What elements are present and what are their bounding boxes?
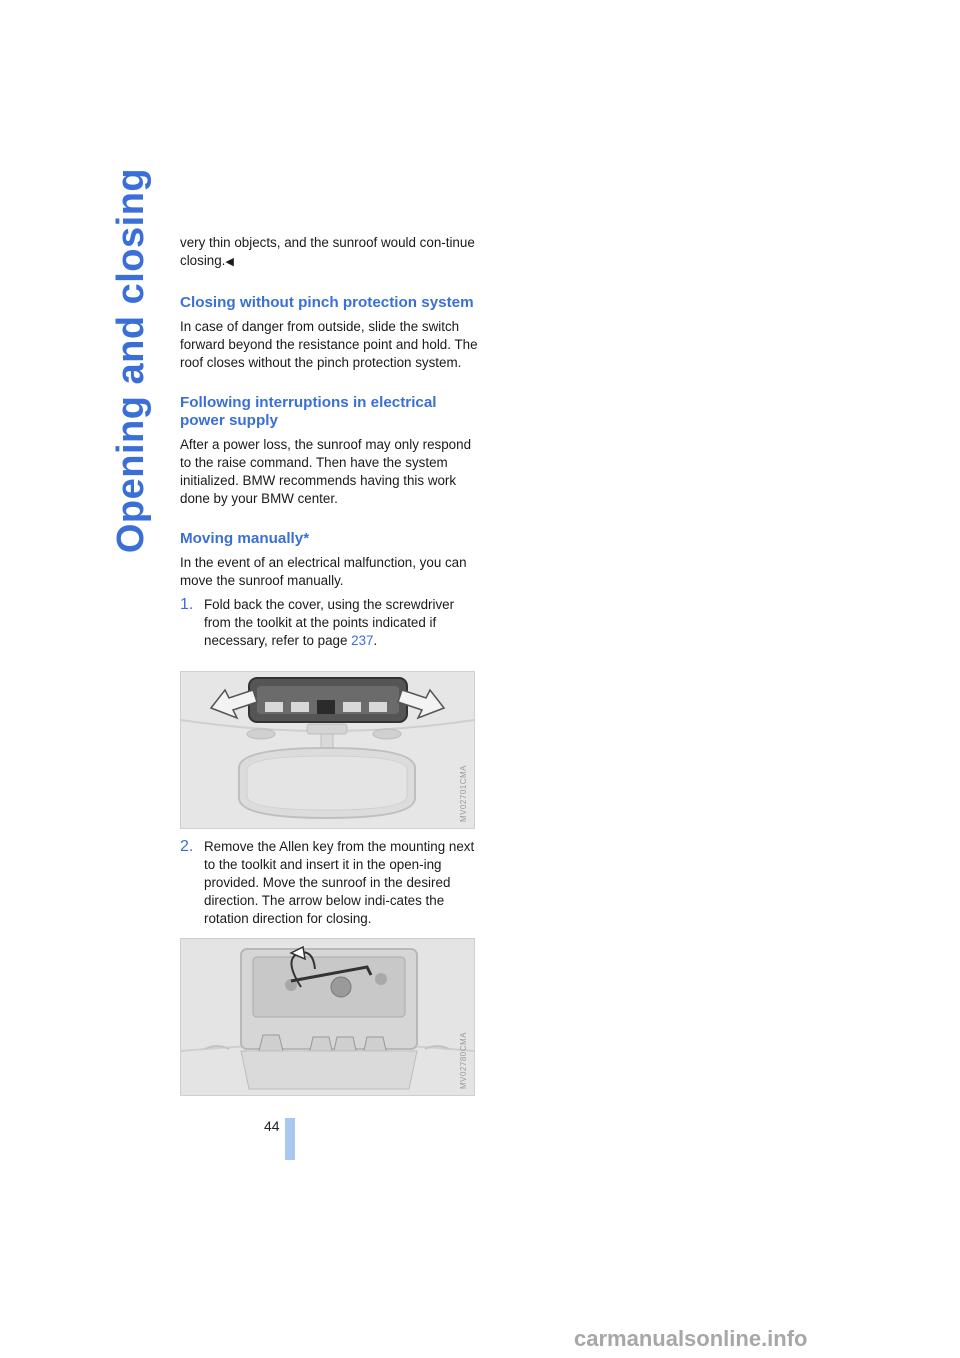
step-number: 2. (180, 838, 194, 855)
step-2 (180, 838, 480, 928)
overhead-console-illustration (181, 672, 474, 828)
chapter-title-text: Opening and closing (110, 167, 153, 553)
figure-code: MV02701CMA (459, 764, 468, 822)
step-text: Remove the Allen key from the mounting next to the toolkit and insert it in the open-ing provided. Move the sunroof in the desired direction. The arrow below indi-cates the rotation direction for closing. (204, 839, 475, 926)
main-column (180, 234, 480, 650)
continuation-text: very thin objects, and the sunroof would con-tinue closing.◀ (180, 235, 475, 268)
allen-key-illustration (181, 939, 474, 1095)
watermark: carmanualsonline.info (574, 1326, 808, 1351)
section-heading-power: Following interruptions in electrical power supply (180, 394, 437, 429)
section-heading-manual: Moving manually* (180, 530, 310, 547)
figure-code: MV02780CMA (459, 1031, 468, 1089)
end-mark-icon: ◀ (225, 256, 234, 268)
page-number: 44 (264, 1118, 280, 1134)
page-marker-bar (285, 1118, 295, 1160)
figure-allen-key (180, 938, 475, 1096)
section-heading-no-pinch: Closing without pinch protection system (180, 294, 474, 311)
section-body-no-pinch: In case of danger from outside, slide the switch forward beyond the resistance point and hold. The roof closes without the pinch protection system. (180, 319, 478, 370)
step-number: 1. (180, 596, 194, 613)
chapter-side-title (96, 40, 168, 680)
section-body-manual: In the event of an electrical malfunction, you can move the sunroof manually. (180, 555, 467, 588)
section-body-power: After a power loss, the sunroof may only respond to the raise command. Then have the system initialized. BMW recommends having this work done by your BMW center. (180, 437, 472, 506)
page-reference-link[interactable]: 237 (351, 633, 374, 648)
figure-cover-points (180, 671, 475, 829)
step-1 (180, 596, 480, 650)
step-text: Fold back the cover, using the screwdriver from the toolkit at the points indicated if necessary, refer to page 237. (204, 597, 455, 648)
